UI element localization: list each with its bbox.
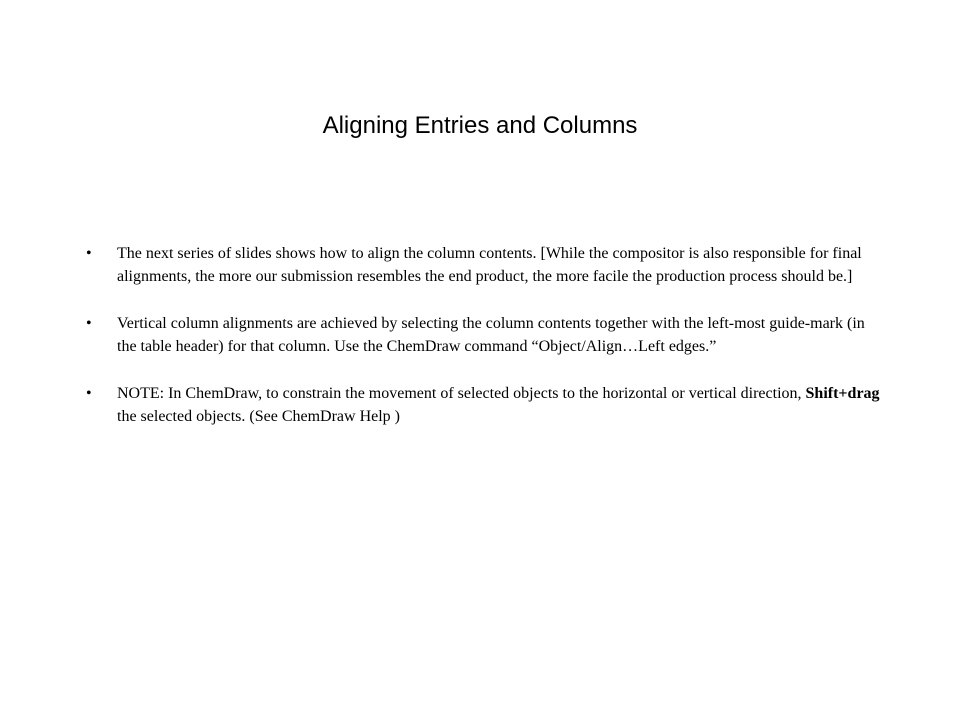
bullet-text-after: the selected objects. (See ChemDraw Help ): [117, 407, 401, 425]
bullet-dot-icon: •: [86, 245, 92, 262]
bullet-dot-icon: •: [86, 385, 92, 402]
bullet-item: [80, 383, 880, 428]
bullet-text-bold: Shift+drag: [805, 385, 880, 402]
bullet-dot-icon: •: [86, 315, 92, 332]
bullet-text: Vertical column alignments are achieved by selecting the column contents together with the left-most guide-mark (in the table header) for that column. Use the ChemDraw command “Object/Align…Left edges.”: [117, 315, 865, 355]
bullet-text: The next series of slides shows how to align the column contents. [While the compositor is also responsible for final alignments, the more our submission resembles the end product, the more facile the production process should be.]: [117, 245, 862, 285]
bullet-list: [80, 243, 880, 453]
bullet-item: [80, 243, 880, 288]
slide-title: Aligning Entries and Columns: [322, 112, 638, 139]
bullet-item: [80, 313, 880, 358]
bullet-text-before: NOTE: In ChemDraw, to constrain the movement of selected objects to the horizontal or vertical direction,: [117, 385, 806, 402]
